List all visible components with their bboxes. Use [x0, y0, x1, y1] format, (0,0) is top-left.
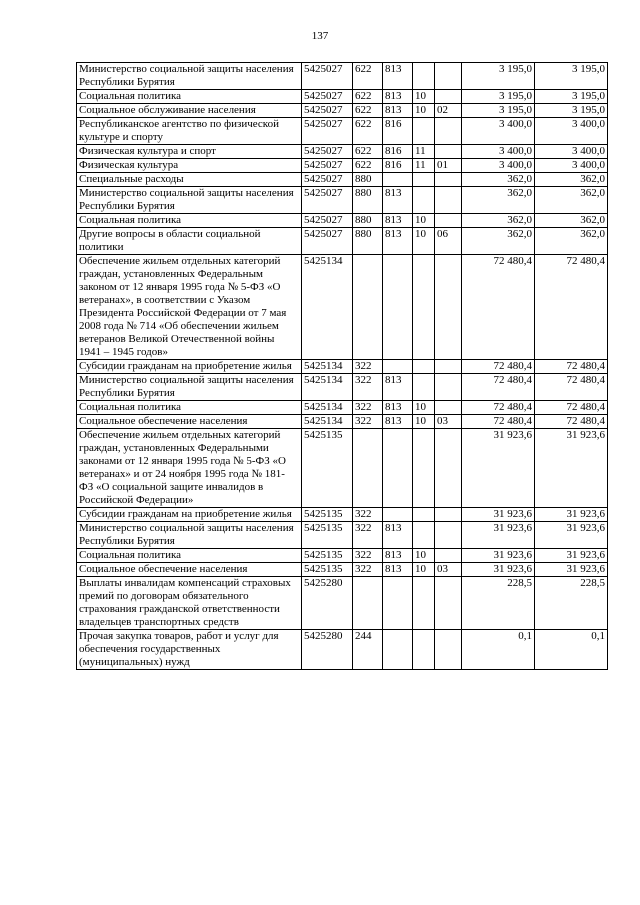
- section-cell: [413, 577, 435, 630]
- ministry-code-cell: 813: [383, 63, 413, 90]
- expense-type-cell: 622: [353, 145, 383, 159]
- section-cell: 11: [413, 159, 435, 173]
- amount-year2-cell: 3 400,0: [535, 118, 608, 145]
- amount-year1-cell: 228,5: [462, 577, 535, 630]
- target-article-cell: 5425135: [302, 522, 353, 549]
- amount-year1-cell: 3 195,0: [462, 104, 535, 118]
- section-cell: [413, 374, 435, 401]
- expense-type-cell: 322: [353, 563, 383, 577]
- subsection-cell: [435, 90, 462, 104]
- table-row: [77, 104, 608, 118]
- table-row: [77, 214, 608, 228]
- amount-year2-cell: 3 400,0: [535, 145, 608, 159]
- row-name-cell: Социальная политика: [77, 90, 302, 104]
- section-cell: [413, 187, 435, 214]
- expense-type-cell: 322: [353, 415, 383, 429]
- subsection-cell: [435, 118, 462, 145]
- row-name-cell: Социальное обслуживание населения: [77, 104, 302, 118]
- amount-year1-cell: 31 923,6: [462, 429, 535, 508]
- table-row: [77, 508, 608, 522]
- subsection-cell: [435, 374, 462, 401]
- table-row: [77, 630, 608, 670]
- amount-year2-cell: 31 923,6: [535, 522, 608, 549]
- row-name-cell: Республиканское агентство по физической культуре и спорту: [77, 118, 302, 145]
- ministry-code-cell: 816: [383, 159, 413, 173]
- section-cell: [413, 360, 435, 374]
- subsection-cell: [435, 549, 462, 563]
- amount-year2-cell: 3 400,0: [535, 159, 608, 173]
- amount-year2-cell: 3 195,0: [535, 104, 608, 118]
- amount-year1-cell: 362,0: [462, 173, 535, 187]
- ministry-code-cell: 813: [383, 90, 413, 104]
- row-name-cell: Специальные расходы: [77, 173, 302, 187]
- subsection-cell: [435, 173, 462, 187]
- ministry-code-cell: [383, 173, 413, 187]
- amount-year1-cell: 3 195,0: [462, 90, 535, 104]
- table-row: [77, 429, 608, 508]
- target-article-cell: 5425134: [302, 255, 353, 360]
- section-cell: 10: [413, 549, 435, 563]
- subsection-cell: [435, 145, 462, 159]
- subsection-cell: [435, 360, 462, 374]
- table-row: [77, 228, 608, 255]
- amount-year2-cell: 362,0: [535, 187, 608, 214]
- target-article-cell: 5425027: [302, 63, 353, 90]
- table-row: [77, 63, 608, 90]
- amount-year1-cell: 31 923,6: [462, 549, 535, 563]
- row-name-cell: Министерство социальной защиты населения Республики Бурятия: [77, 63, 302, 90]
- table-row: [77, 145, 608, 159]
- expense-type-cell: 322: [353, 374, 383, 401]
- section-cell: [413, 429, 435, 508]
- target-article-cell: 5425027: [302, 159, 353, 173]
- target-article-cell: 5425135: [302, 429, 353, 508]
- amount-year2-cell: 31 923,6: [535, 563, 608, 577]
- amount-year1-cell: 3 400,0: [462, 118, 535, 145]
- amount-year1-cell: 0,1: [462, 630, 535, 670]
- target-article-cell: 5425134: [302, 401, 353, 415]
- table-row: [77, 374, 608, 401]
- ministry-code-cell: 813: [383, 401, 413, 415]
- row-name-cell: Прочая закупка товаров, работ и услуг для обеспечения государственных (муниципальных) нужд: [77, 630, 302, 670]
- row-name-cell: Социальное обеспечение населения: [77, 415, 302, 429]
- target-article-cell: 5425027: [302, 104, 353, 118]
- ministry-code-cell: 813: [383, 522, 413, 549]
- amount-year1-cell: 31 923,6: [462, 563, 535, 577]
- section-cell: [413, 508, 435, 522]
- expense-type-cell: [353, 255, 383, 360]
- expense-type-cell: 322: [353, 522, 383, 549]
- table-row: [77, 173, 608, 187]
- row-name-cell: Физическая культура: [77, 159, 302, 173]
- subsection-cell: [435, 255, 462, 360]
- amount-year1-cell: 31 923,6: [462, 522, 535, 549]
- amount-year2-cell: 72 480,4: [535, 255, 608, 360]
- amount-year1-cell: 3 400,0: [462, 145, 535, 159]
- section-cell: [413, 118, 435, 145]
- subsection-cell: [435, 577, 462, 630]
- section-cell: [413, 255, 435, 360]
- section-cell: 10: [413, 104, 435, 118]
- target-article-cell: 5425280: [302, 577, 353, 630]
- table-row: [77, 577, 608, 630]
- amount-year1-cell: 31 923,6: [462, 508, 535, 522]
- ministry-code-cell: [383, 360, 413, 374]
- target-article-cell: 5425280: [302, 630, 353, 670]
- table-row: [77, 255, 608, 360]
- subsection-cell: [435, 522, 462, 549]
- ministry-code-cell: 813: [383, 187, 413, 214]
- table-row: [77, 90, 608, 104]
- row-name-cell: Другие вопросы в области социальной политики: [77, 228, 302, 255]
- table-row: [77, 549, 608, 563]
- target-article-cell: 5425027: [302, 228, 353, 255]
- amount-year2-cell: 72 480,4: [535, 360, 608, 374]
- target-article-cell: 5425134: [302, 374, 353, 401]
- subsection-cell: [435, 187, 462, 214]
- expense-type-cell: 322: [353, 549, 383, 563]
- amount-year2-cell: 228,5: [535, 577, 608, 630]
- row-name-cell: Обеспечение жильем отдельных категорий граждан, установленных Федеральным законом от 12 января 1995 года № 5-ФЗ «О ветеранах», в соответствии с Указом Президента Российской Федерации от 7 мая 2008 года № 714 «Об обеспечении жильем ветеранов Великой Отечественной войны 1941 – 1945 годов»: [77, 255, 302, 360]
- row-name-cell: Обеспечение жильем отдельных категорий граждан, установленных Федеральными законами от 12 января 1995 года № 5-ФЗ «О ветеранах» и от 24 ноября 1995 года № 181-ФЗ «О социальной защите инвалидов в Российской Федерации»: [77, 429, 302, 508]
- row-name-cell: Субсидии гражданам на приобретение жилья: [77, 360, 302, 374]
- expense-type-cell: 622: [353, 63, 383, 90]
- table-row: [77, 522, 608, 549]
- expense-type-cell: [353, 577, 383, 630]
- subsection-cell: 01: [435, 159, 462, 173]
- amount-year2-cell: 3 195,0: [535, 90, 608, 104]
- amount-year1-cell: 72 480,4: [462, 255, 535, 360]
- section-cell: [413, 173, 435, 187]
- subsection-cell: [435, 630, 462, 670]
- subsection-cell: [435, 214, 462, 228]
- row-name-cell: Социальная политика: [77, 401, 302, 415]
- expense-type-cell: 322: [353, 508, 383, 522]
- amount-year1-cell: 72 480,4: [462, 415, 535, 429]
- table-row: [77, 159, 608, 173]
- expense-type-cell: 244: [353, 630, 383, 670]
- ministry-code-cell: [383, 255, 413, 360]
- subsection-cell: [435, 429, 462, 508]
- amount-year1-cell: 3 195,0: [462, 63, 535, 90]
- ministry-code-cell: 813: [383, 104, 413, 118]
- expense-type-cell: 622: [353, 104, 383, 118]
- target-article-cell: 5425027: [302, 145, 353, 159]
- budget-table: [76, 62, 608, 670]
- expense-type-cell: 880: [353, 187, 383, 214]
- section-cell: 10: [413, 214, 435, 228]
- amount-year1-cell: 362,0: [462, 187, 535, 214]
- row-name-cell: Выплаты инвалидам компенсаций страховых премий по договорам обязательного страхования гражданской ответственности владельцев транспортных средств: [77, 577, 302, 630]
- expense-type-cell: [353, 429, 383, 508]
- ministry-code-cell: 813: [383, 214, 413, 228]
- ministry-code-cell: 813: [383, 549, 413, 563]
- target-article-cell: 5425027: [302, 90, 353, 104]
- amount-year2-cell: 31 923,6: [535, 549, 608, 563]
- subsection-cell: [435, 63, 462, 90]
- amount-year2-cell: 72 480,4: [535, 401, 608, 415]
- ministry-code-cell: [383, 508, 413, 522]
- section-cell: 10: [413, 228, 435, 255]
- expense-type-cell: 622: [353, 118, 383, 145]
- subsection-cell: [435, 508, 462, 522]
- page-number: 137: [311, 30, 329, 42]
- amount-year1-cell: 72 480,4: [462, 401, 535, 415]
- expense-type-cell: 322: [353, 401, 383, 415]
- target-article-cell: 5425134: [302, 360, 353, 374]
- expense-type-cell: 622: [353, 90, 383, 104]
- ministry-code-cell: [383, 577, 413, 630]
- row-name-cell: Социальное обеспечение населения: [77, 563, 302, 577]
- amount-year2-cell: 31 923,6: [535, 429, 608, 508]
- target-article-cell: 5425027: [302, 214, 353, 228]
- expense-type-cell: 880: [353, 173, 383, 187]
- amount-year1-cell: 362,0: [462, 228, 535, 255]
- subsection-cell: 03: [435, 563, 462, 577]
- target-article-cell: 5425135: [302, 549, 353, 563]
- amount-year1-cell: 72 480,4: [462, 374, 535, 401]
- amount-year2-cell: 72 480,4: [535, 415, 608, 429]
- table-row: [77, 118, 608, 145]
- table-row: [77, 401, 608, 415]
- target-article-cell: 5425135: [302, 508, 353, 522]
- ministry-code-cell: 816: [383, 145, 413, 159]
- section-cell: [413, 63, 435, 90]
- target-article-cell: 5425134: [302, 415, 353, 429]
- amount-year2-cell: 31 923,6: [535, 508, 608, 522]
- expense-type-cell: 322: [353, 360, 383, 374]
- ministry-code-cell: 813: [383, 228, 413, 255]
- row-name-cell: Социальная политика: [77, 549, 302, 563]
- target-article-cell: 5425135: [302, 563, 353, 577]
- ministry-code-cell: 813: [383, 563, 413, 577]
- target-article-cell: 5425027: [302, 118, 353, 145]
- ministry-code-cell: 813: [383, 374, 413, 401]
- row-name-cell: Министерство социальной защиты населения Республики Бурятия: [77, 522, 302, 549]
- table-row: [77, 563, 608, 577]
- expense-type-cell: 622: [353, 159, 383, 173]
- ministry-code-cell: 813: [383, 415, 413, 429]
- section-cell: [413, 630, 435, 670]
- ministry-code-cell: [383, 429, 413, 508]
- target-article-cell: 5425027: [302, 173, 353, 187]
- section-cell: 10: [413, 90, 435, 104]
- subsection-cell: [435, 401, 462, 415]
- row-name-cell: Министерство социальной защиты населения Республики Бурятия: [77, 374, 302, 401]
- amount-year1-cell: 362,0: [462, 214, 535, 228]
- row-name-cell: Субсидии гражданам на приобретение жилья: [77, 508, 302, 522]
- section-cell: 10: [413, 401, 435, 415]
- section-cell: 10: [413, 563, 435, 577]
- row-name-cell: Министерство социальной защиты населения Республики Бурятия: [77, 187, 302, 214]
- subsection-cell: 03: [435, 415, 462, 429]
- row-name-cell: Физическая культура и спорт: [77, 145, 302, 159]
- budget-table-body: [77, 63, 608, 670]
- section-cell: [413, 522, 435, 549]
- amount-year2-cell: 3 195,0: [535, 63, 608, 90]
- expense-type-cell: 880: [353, 228, 383, 255]
- ministry-code-cell: 816: [383, 118, 413, 145]
- table-row: [77, 415, 608, 429]
- amount-year2-cell: 0,1: [535, 630, 608, 670]
- amount-year1-cell: 3 400,0: [462, 159, 535, 173]
- subsection-cell: 06: [435, 228, 462, 255]
- table-row: [77, 360, 608, 374]
- target-article-cell: 5425027: [302, 187, 353, 214]
- section-cell: 10: [413, 415, 435, 429]
- ministry-code-cell: [383, 630, 413, 670]
- row-name-cell: Социальная политика: [77, 214, 302, 228]
- section-cell: 11: [413, 145, 435, 159]
- subsection-cell: 02: [435, 104, 462, 118]
- amount-year1-cell: 72 480,4: [462, 360, 535, 374]
- amount-year2-cell: 362,0: [535, 173, 608, 187]
- amount-year2-cell: 72 480,4: [535, 374, 608, 401]
- amount-year2-cell: 362,0: [535, 214, 608, 228]
- expense-type-cell: 880: [353, 214, 383, 228]
- table-row: [77, 187, 608, 214]
- amount-year2-cell: 362,0: [535, 228, 608, 255]
